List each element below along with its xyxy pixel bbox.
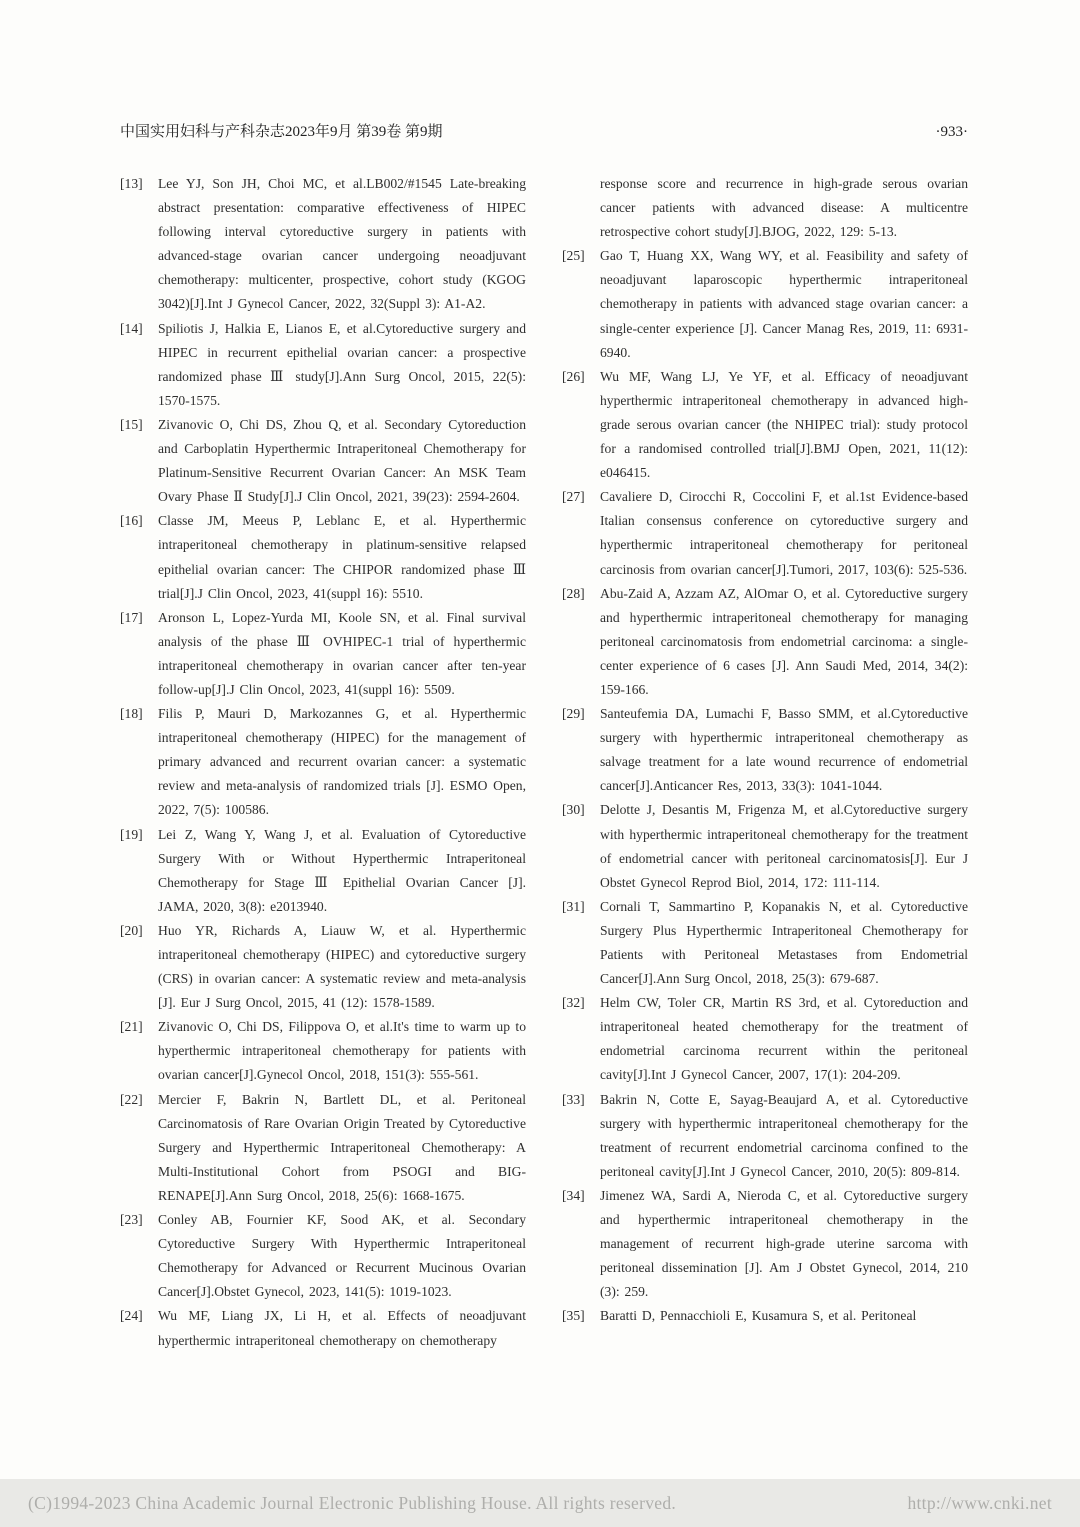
reference-number: [22] [120, 1091, 143, 1107]
references-left-column [120, 172, 526, 1353]
reference-number: [20] [120, 922, 143, 938]
reference-item [562, 365, 968, 485]
reference-item [562, 991, 968, 1087]
references-section [120, 172, 968, 1353]
reference-number: [32] [562, 995, 585, 1011]
reference-item [562, 244, 968, 364]
reference-item [562, 1304, 968, 1328]
reference-item [120, 1088, 526, 1208]
reference-item [120, 413, 526, 509]
reference-text: Baratti D, Pennacchioli E, Kusamura S, et al. Peritoneal [600, 1308, 917, 1324]
reference-number: [16] [120, 513, 143, 529]
page-footer [0, 1479, 1080, 1527]
reference-text: Cavaliere D, Cirocchi R, Coccolini F, et al.1st Evidence-based Italian consensus conference on cytoreductive surgery and hyperthermic intraperitoneal chemotherapy for peritoneal carcinosis from ovarian cancer[J].Tumori, 2017, 103(6): 525-536. [600, 489, 968, 577]
reference-number: [13] [120, 176, 143, 191]
reference-item [562, 485, 968, 581]
reference-text: Huo YR, Richards A, Liauw W, et al. Hyperthermic intraperitoneal chemotherapy (HIPEC) and cytoreductive surgery (CRS) in ovarian cancer: A systematic review and meta-analysis [J]. Eur J Surg Oncol, 2015, 41 (12): 1578-1589. [158, 922, 526, 1011]
reference-number: [23] [120, 1212, 143, 1228]
reference-item [120, 509, 526, 605]
journal-title: 中国实用妇科与产科杂志2023年9月 第39卷 第9期 [120, 124, 443, 140]
reference-item [120, 919, 526, 1015]
reference-item [120, 1208, 526, 1304]
reference-item [562, 798, 968, 894]
reference-item [562, 582, 968, 702]
reference-text: Wu MF, Liang JX, Li H, et al. Effects of neoadjuvant hyperthermic intraperitoneal chemotherapy on chemotherapy [158, 1308, 526, 1348]
reference-item [562, 1088, 968, 1184]
reference-number: [25] [562, 248, 585, 264]
reference-text: Mercier F, Bakrin N, Bartlett DL, et al. Peritoneal Carcinomatosis of Rare Ovarian Origin Treated by Cytoreductive Surgery and Hyperthermic Intraperitoneal Chemotherapy: A Multi-Institutional Cohort from PSOGI and BIG-RENAPE[J].Ann Surg Oncol, 2018, 25(6): 1668-1675. [158, 1091, 526, 1203]
reference-item [120, 606, 526, 702]
reference-number: [19] [120, 826, 143, 842]
reference-number: [24] [120, 1308, 143, 1324]
reference-item [120, 823, 526, 919]
reference-number: [31] [562, 898, 585, 914]
reference-text: Santeufemia DA, Lumachi F, Basso SMM, et al.Cytoreductive surgery with hyperthermic intraperitoneal chemotherapy as salvage treatment for a late wound recurrence of endometrial cancer[J].Anticancer Res, 2013, 33(3): 1041-1044. [600, 706, 968, 794]
footer-url: http://www.cnki.net [907, 1492, 1052, 1513]
reference-item [562, 172, 968, 244]
reference-item [120, 1304, 526, 1352]
reference-text: Zivanovic O, Chi DS, Filippova O, et al.It's time to warm up to hyperthermic intraperitoneal chemotherapy for patients with ovarian cancer[J].Gynecol Oncol, 2018, 151(3): 555-561. [158, 1019, 526, 1083]
copyright-text: (C)1994-2023 China Academic Journal Electronic Publishing House. All rights reserved. [28, 1492, 677, 1513]
reference-number: [28] [562, 585, 585, 601]
reference-number: [29] [562, 706, 585, 722]
page-header [120, 120, 968, 141]
reference-text: Lee YJ, Son JH, Choi MC, et al.LB002/#1545 Late-breaking abstract presentation: comparative effectiveness of HIPEC following interval cytoreductive surgery in patients with advanced-stage ovarian cancer undergoing neoadjuvant chemotherapy: multicenter, prospective, cohort study (KGOG 3042)[J].Int J Gynecol Cancer, 2022, 32(Suppl 3): A1-A2. [158, 176, 526, 312]
reference-text: Wu MF, Wang LJ, Ye YF, et al. Efficacy of neoadjuvant hyperthermic intraperitoneal chemotherapy in advanced high-grade serous ovarian cancer (the NHIPEC trial): study protocol for a randomised controlled trial[J].BMJ Open, 2021, 11(12): e046415. [600, 368, 968, 481]
reference-text: Lei Z, Wang Y, Wang J, et al. Evaluation of Cytoreductive Surgery With or Without Hyperthermic Intraperitoneal Chemotherapy for Stage Ⅲ Epithelial Ovarian Cancer [J]. JAMA, 2020, 3(8): e2013940. [158, 826, 526, 914]
reference-text: Cornali T, Sammartino P, Kopanakis N, et al. Cytoreductive Surgery Plus Hyperthermic Intraperitoneal Chemotherapy for Patients with Peritoneal Metastases from Endometrial Cancer[J].Ann Surg Oncol, 2018, 25(3): 679-687. [600, 898, 968, 987]
reference-text: Jimenez WA, Sardi A, Nieroda C, et al. Cytoreductive surgery and hyperthermic intraperitoneal chemotherapy in the management of recurrent high-grade uterine sarcoma with peritoneal dissemination [J]. Am J Obstet Gynecol, 2014, 210 (3): 259. [600, 1187, 968, 1300]
reference-item [562, 1184, 968, 1304]
reference-text: response score and recurrence in high-grade serous ovarian cancer patients with advanced disease: A multicentre retrospective cohort study[J].BJOG, 2022, 129: 5-13. [600, 176, 968, 240]
reference-item [562, 895, 968, 991]
reference-item [120, 317, 526, 413]
reference-number: [21] [120, 1019, 143, 1035]
reference-text: Spiliotis J, Halkia E, Lianos E, et al.Cytoreductive surgery and HIPEC in recurrent epithelial ovarian cancer: a prospective randomized phase Ⅲ study[J].Ann Surg Oncol, 2015, 22(5): 1570-1575. [158, 320, 526, 408]
reference-number: [26] [562, 368, 585, 384]
reference-item [562, 702, 968, 798]
reference-number: [33] [562, 1091, 585, 1107]
reference-number: [34] [562, 1187, 585, 1203]
reference-item [120, 1015, 526, 1087]
reference-text: Bakrin N, Cotte E, Sayag-Beaujard A, et al. Cytoreductive surgery with hyperthermic intraperitoneal chemotherapy for the treatment of recurrent endometrial carcinoma confined to the peritoneal cavity[J].Int J Gynecol Cancer, 2010, 20(5): 809-814. [600, 1091, 968, 1179]
page-number: ·933· [935, 124, 968, 140]
reference-text: Delotte J, Desantis M, Frigenza M, et al.Cytoreductive surgery with hyperthermic intraperitoneal chemotherapy for the treatment of endometrial cancer with peritoneal carcinomatosis[J]. Eur J Obstet Gynecol Reprod Biol, 2014, 172: 111-114. [600, 802, 968, 890]
reference-item [120, 702, 526, 822]
reference-item [120, 172, 526, 317]
reference-number: [14] [120, 320, 143, 336]
reference-number: [17] [120, 609, 143, 625]
reference-number: [18] [120, 706, 143, 722]
reference-number: [27] [562, 489, 585, 505]
reference-text: Classe JM, Meeus P, Leblanc E, et al. Hyperthermic intraperitoneal chemotherapy in platinum-sensitive relapsed epithelial ovarian cancer: The CHIPOR randomized phase Ⅲ trial[J].J Clin Oncol, 2023, 41(suppl 16): 5510. [158, 513, 526, 601]
reference-text: Conley AB, Fournier KF, Sood AK, et al. Secondary Cytoreductive Surgery With Hyperthermic Intraperitoneal Chemotherapy for Advanced or Recurrent Mucinous Ovarian Cancer[J].Obstet Gynecol, 2023, 141(5): 1019-1023. [158, 1212, 526, 1300]
references-right-column [562, 172, 968, 1353]
reference-text: Abu-Zaid A, Azzam AZ, AlOmar O, et al. Cytoreductive surgery and hyperthermic intraperitoneal chemotherapy for managing peritoneal carcinomatosis from endometrial carcinoma: a single-center experience of 6 cases [J]. Ann Saudi Med, 2014, 34(2): 159-166. [600, 585, 968, 697]
reference-number: [35] [562, 1308, 585, 1324]
reference-text: Aronson L, Lopez-Yurda MI, Koole SN, et al. Final survival analysis of the phase Ⅲ OVHIPEC-1 trial of hyperthermic intraperitoneal chemotherapy in ovarian cancer after ten-year follow-up[J].J Clin Oncol, 2023, 41(suppl 16): 5509. [158, 609, 526, 697]
reference-text: Gao T, Huang XX, Wang WY, et al. Feasibility and safety of neoadjuvant laparoscopic hyperthermic intraperitoneal chemotherapy in patients with advanced stage ovarian cancer: a single-center experience [J]. Cancer Manag Res, 2019, 11: 6931-6940. [600, 248, 968, 360]
reference-text: Filis P, Mauri D, Markozannes G, et al. Hyperthermic intraperitoneal chemotherapy (HIPEC) for the management of primary advanced and recurrent ovarian cancer: a systematic review and meta-analysis of randomized trials [J]. ESMO Open, 2022, 7(5): 100586. [158, 706, 526, 818]
reference-number: [30] [562, 802, 585, 818]
reference-text: Zivanovic O, Chi DS, Zhou Q, et al. Secondary Cytoreduction and Carboplatin Hyperthermic Intraperitoneal Chemotherapy for Platinum-Sensitive Recurrent Ovarian Cancer: An MSK Team Ovary Phase Ⅱ Study[J].J Clin Oncol, 2021, 39(23): 2594-2604. [158, 416, 526, 505]
reference-number: [15] [120, 416, 143, 432]
reference-text: Helm CW, Toler CR, Martin RS 3rd, et al. Cytoreduction and intraperitoneal heated chemotherapy for the treatment of endometrial carcinoma recurrent within the peritoneal cavity[J].Int J Gynecol Cancer, 2007, 17(1): 204-209. [600, 995, 968, 1083]
